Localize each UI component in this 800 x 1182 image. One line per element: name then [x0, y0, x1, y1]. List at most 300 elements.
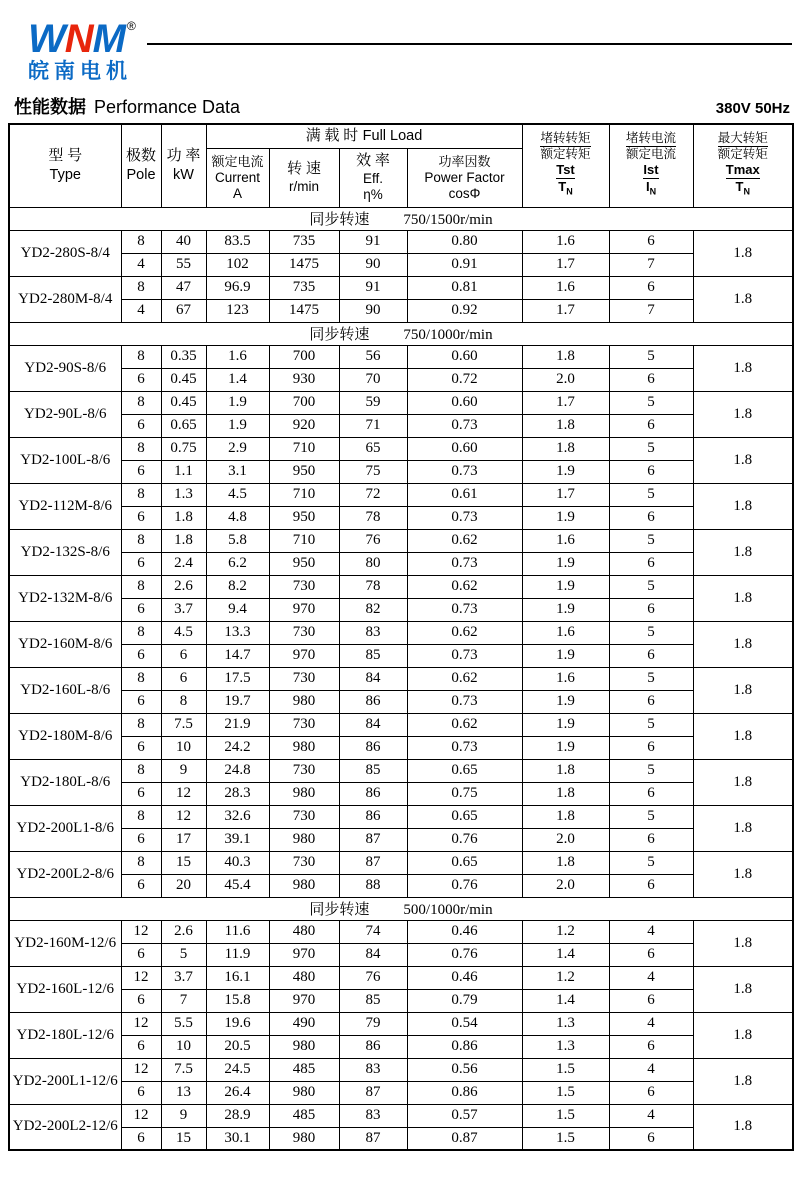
- data-cell: 40.3: [206, 851, 269, 874]
- table-row: [9, 736, 793, 759]
- tmax-cell: 1.8: [693, 529, 793, 575]
- tmax-cell: 1.8: [693, 230, 793, 276]
- data-cell: 71: [339, 414, 407, 437]
- model-name: YD2-280M-8/4: [9, 276, 121, 322]
- data-cell: 12: [121, 1104, 161, 1127]
- data-cell: 730: [269, 805, 339, 828]
- data-cell: 6: [609, 1035, 693, 1058]
- data-cell: 8: [161, 690, 206, 713]
- tmax-cell: 1.8: [693, 391, 793, 437]
- table-row: [9, 759, 793, 782]
- data-cell: 2.9: [206, 437, 269, 460]
- data-cell: 20.5: [206, 1035, 269, 1058]
- data-cell: 72: [339, 483, 407, 506]
- data-cell: 9.4: [206, 598, 269, 621]
- data-cell: 2.6: [161, 920, 206, 943]
- data-cell: 9: [161, 759, 206, 782]
- data-cell: 84: [339, 713, 407, 736]
- data-cell: 1.6: [522, 529, 609, 552]
- data-cell: 24.5: [206, 1058, 269, 1081]
- data-cell: 1.3: [161, 483, 206, 506]
- data-cell: 6: [609, 782, 693, 805]
- data-cell: 1.8: [161, 529, 206, 552]
- data-cell: 5: [161, 943, 206, 966]
- data-cell: 0.46: [407, 966, 522, 989]
- model-name: YD2-160M-8/6: [9, 621, 121, 667]
- section-band: [9, 207, 793, 230]
- data-cell: 6: [121, 736, 161, 759]
- data-cell: 7: [609, 253, 693, 276]
- data-cell: 485: [269, 1058, 339, 1081]
- tmax-cell: 1.8: [693, 1058, 793, 1104]
- data-cell: 710: [269, 529, 339, 552]
- data-cell: 6: [121, 644, 161, 667]
- tmax-cell: 1.8: [693, 575, 793, 621]
- data-cell: 84: [339, 943, 407, 966]
- section-band-label: 同步转速: [309, 902, 370, 918]
- data-cell: 6: [121, 414, 161, 437]
- data-cell: 1.9: [522, 460, 609, 483]
- data-cell: 930: [269, 368, 339, 391]
- data-cell: 9: [161, 1104, 206, 1127]
- tmax-cell: 1.8: [693, 920, 793, 966]
- table-row: [9, 966, 793, 989]
- data-cell: 83: [339, 621, 407, 644]
- data-cell: 24.2: [206, 736, 269, 759]
- data-cell: 0.65: [161, 414, 206, 437]
- data-cell: 1.2: [522, 966, 609, 989]
- model-name: YD2-200L1-12/6: [9, 1058, 121, 1104]
- data-cell: 700: [269, 345, 339, 368]
- data-cell: 4: [609, 920, 693, 943]
- data-cell: 980: [269, 736, 339, 759]
- data-cell: 80: [339, 552, 407, 575]
- company-logo: [28, 6, 135, 84]
- table-row: [9, 943, 793, 966]
- data-cell: 970: [269, 943, 339, 966]
- table-row: [9, 1081, 793, 1104]
- page-header: [0, 0, 800, 84]
- data-cell: 7.5: [161, 1058, 206, 1081]
- data-cell: 13.3: [206, 621, 269, 644]
- data-cell: 3.7: [161, 598, 206, 621]
- table-header: [9, 124, 793, 207]
- data-cell: 980: [269, 1127, 339, 1150]
- data-cell: 1.9: [522, 552, 609, 575]
- data-cell: 6: [121, 690, 161, 713]
- col-header-pole: 极数 Pole: [121, 124, 161, 207]
- table-row: [9, 299, 793, 322]
- data-cell: 1.8: [522, 345, 609, 368]
- data-cell: 2.0: [522, 368, 609, 391]
- data-cell: 6: [609, 644, 693, 667]
- model-name: YD2-160L-12/6: [9, 966, 121, 1012]
- data-cell: 700: [269, 391, 339, 414]
- data-cell: 17.5: [206, 667, 269, 690]
- data-cell: 6: [121, 1081, 161, 1104]
- data-cell: 26.4: [206, 1081, 269, 1104]
- table-row: [9, 391, 793, 414]
- section-band-label: 同步转速: [309, 212, 370, 228]
- data-cell: 0.65: [407, 851, 522, 874]
- data-cell: 102: [206, 253, 269, 276]
- data-cell: 8: [121, 713, 161, 736]
- model-name: YD2-132S-8/6: [9, 529, 121, 575]
- model-name: YD2-180M-8/6: [9, 713, 121, 759]
- data-cell: 1.9: [522, 713, 609, 736]
- col-header-full-load: 满 载 时 Full Load: [206, 124, 522, 148]
- data-cell: 980: [269, 1081, 339, 1104]
- data-cell: 0.62: [407, 667, 522, 690]
- data-cell: 4: [609, 1012, 693, 1035]
- data-cell: 0.72: [407, 368, 522, 391]
- section-band-speed: 750/1500r/min: [403, 212, 493, 228]
- performance-table: [8, 123, 794, 1151]
- data-cell: 8: [121, 230, 161, 253]
- data-cell: 1475: [269, 299, 339, 322]
- data-cell: 1.7: [522, 299, 609, 322]
- data-cell: 91: [339, 276, 407, 299]
- model-name: YD2-180L-8/6: [9, 759, 121, 805]
- data-cell: 1.8: [522, 782, 609, 805]
- model-name: YD2-90S-8/6: [9, 345, 121, 391]
- col-header-power: 功 率 kW: [161, 124, 206, 207]
- data-cell: 78: [339, 575, 407, 598]
- data-cell: 1.9: [522, 644, 609, 667]
- data-cell: 0.45: [161, 391, 206, 414]
- data-cell: 0.73: [407, 414, 522, 437]
- data-cell: 1.9: [206, 414, 269, 437]
- data-cell: 5: [609, 391, 693, 414]
- data-cell: 0.81: [407, 276, 522, 299]
- model-name: YD2-112M-8/6: [9, 483, 121, 529]
- data-cell: 87: [339, 828, 407, 851]
- table-row: [9, 621, 793, 644]
- data-cell: 12: [161, 805, 206, 828]
- data-cell: 87: [339, 1127, 407, 1150]
- data-cell: 950: [269, 552, 339, 575]
- data-cell: 12: [121, 920, 161, 943]
- data-cell: 0.80: [407, 230, 522, 253]
- data-cell: 7: [161, 989, 206, 1012]
- data-cell: 32.6: [206, 805, 269, 828]
- title-row: [0, 84, 800, 123]
- data-cell: 7: [609, 299, 693, 322]
- data-cell: 8: [121, 851, 161, 874]
- data-cell: 0.87: [407, 1127, 522, 1150]
- data-cell: 78: [339, 506, 407, 529]
- data-cell: 76: [339, 529, 407, 552]
- logo-wordmark: WNM ®: [28, 17, 135, 61]
- data-cell: 82: [339, 598, 407, 621]
- data-cell: 86: [339, 782, 407, 805]
- table-row: [9, 713, 793, 736]
- tmax-cell: 1.8: [693, 966, 793, 1012]
- data-cell: 2.6: [161, 575, 206, 598]
- data-cell: 10: [161, 736, 206, 759]
- data-cell: 6: [121, 828, 161, 851]
- data-cell: 1.5: [522, 1081, 609, 1104]
- data-cell: 1.1: [161, 460, 206, 483]
- data-cell: 8: [121, 575, 161, 598]
- data-cell: 86: [339, 805, 407, 828]
- data-cell: 1.9: [206, 391, 269, 414]
- table-row: [9, 414, 793, 437]
- data-cell: 85: [339, 759, 407, 782]
- data-cell: 8.2: [206, 575, 269, 598]
- data-cell: 1.7: [522, 253, 609, 276]
- data-cell: 6: [121, 1127, 161, 1150]
- data-cell: 0.46: [407, 920, 522, 943]
- section-band-speed: 750/1000r/min: [403, 327, 493, 343]
- table-row: [9, 1058, 793, 1081]
- data-cell: 4.5: [161, 621, 206, 644]
- data-cell: 10: [161, 1035, 206, 1058]
- data-cell: 6: [609, 460, 693, 483]
- data-cell: 86: [339, 690, 407, 713]
- table-row: [9, 851, 793, 874]
- data-cell: 730: [269, 667, 339, 690]
- data-cell: 5: [609, 667, 693, 690]
- data-cell: 6: [609, 736, 693, 759]
- data-cell: 91: [339, 230, 407, 253]
- data-cell: 4: [121, 253, 161, 276]
- data-cell: 15: [161, 1127, 206, 1150]
- model-name: YD2-180L-12/6: [9, 1012, 121, 1058]
- tmax-cell: 1.8: [693, 1104, 793, 1150]
- data-cell: 0.65: [407, 759, 522, 782]
- tmax-cell: 1.8: [693, 851, 793, 897]
- data-cell: 1.2: [522, 920, 609, 943]
- data-cell: 45.4: [206, 874, 269, 897]
- table-row: [9, 506, 793, 529]
- data-cell: 5.8: [206, 529, 269, 552]
- data-cell: 67: [161, 299, 206, 322]
- data-cell: 1.6: [522, 230, 609, 253]
- data-cell: 76: [339, 966, 407, 989]
- data-cell: 1.6: [206, 345, 269, 368]
- data-cell: 1.3: [522, 1012, 609, 1035]
- data-cell: 0.76: [407, 874, 522, 897]
- data-cell: 1.6: [522, 621, 609, 644]
- data-cell: 83: [339, 1104, 407, 1127]
- data-cell: 12: [121, 966, 161, 989]
- table-row: [9, 1104, 793, 1127]
- table-row: [9, 529, 793, 552]
- data-cell: 6: [121, 989, 161, 1012]
- data-cell: 1.9: [522, 598, 609, 621]
- data-cell: 4: [609, 966, 693, 989]
- data-cell: 6: [121, 598, 161, 621]
- data-cell: 0.60: [407, 437, 522, 460]
- table-row: [9, 598, 793, 621]
- data-cell: 6: [121, 460, 161, 483]
- tmax-cell: 1.8: [693, 276, 793, 322]
- data-cell: 970: [269, 989, 339, 1012]
- data-cell: 8: [121, 483, 161, 506]
- col-header-current: 额定电流 Current A: [206, 148, 269, 207]
- data-cell: 920: [269, 414, 339, 437]
- data-cell: 87: [339, 851, 407, 874]
- data-cell: 5: [609, 529, 693, 552]
- model-name: YD2-90L-8/6: [9, 391, 121, 437]
- data-cell: 1.8: [522, 851, 609, 874]
- table-row: [9, 828, 793, 851]
- data-cell: 6: [609, 506, 693, 529]
- data-cell: 8: [121, 667, 161, 690]
- data-cell: 19.7: [206, 690, 269, 713]
- col-header-tmax: 最大转矩 额定转矩 Tmax $T_N$: [693, 124, 793, 207]
- data-cell: 83.5: [206, 230, 269, 253]
- table-row: [9, 667, 793, 690]
- model-name: YD2-160L-8/6: [9, 667, 121, 713]
- data-cell: 480: [269, 920, 339, 943]
- tmax-cell: 1.8: [693, 345, 793, 391]
- table-row: [9, 276, 793, 299]
- data-cell: 950: [269, 506, 339, 529]
- section-band-speed: 500/1000r/min: [403, 902, 493, 918]
- section-band-label: 同步转速: [309, 327, 370, 343]
- data-cell: 8: [121, 437, 161, 460]
- data-cell: 730: [269, 575, 339, 598]
- data-cell: 90: [339, 253, 407, 276]
- data-cell: 0.60: [407, 345, 522, 368]
- data-cell: 0.75: [161, 437, 206, 460]
- data-cell: 20: [161, 874, 206, 897]
- data-cell: 4: [609, 1058, 693, 1081]
- data-cell: 86: [339, 1035, 407, 1058]
- data-cell: 7.5: [161, 713, 206, 736]
- table-body: [9, 207, 793, 1150]
- data-cell: 1.8: [161, 506, 206, 529]
- data-cell: 710: [269, 483, 339, 506]
- table-row: [9, 874, 793, 897]
- data-cell: 74: [339, 920, 407, 943]
- data-cell: 6: [609, 276, 693, 299]
- data-cell: 6: [121, 874, 161, 897]
- data-cell: 730: [269, 851, 339, 874]
- data-cell: 0.73: [407, 690, 522, 713]
- data-cell: 2.0: [522, 828, 609, 851]
- data-cell: 485: [269, 1104, 339, 1127]
- data-cell: 6: [609, 989, 693, 1012]
- table-row: [9, 230, 793, 253]
- data-cell: 79: [339, 1012, 407, 1035]
- data-cell: 0.61: [407, 483, 522, 506]
- data-cell: 0.62: [407, 621, 522, 644]
- data-cell: 1.5: [522, 1058, 609, 1081]
- data-cell: 1.5: [522, 1127, 609, 1150]
- data-cell: 1.9: [522, 736, 609, 759]
- data-cell: 6: [609, 1127, 693, 1150]
- data-cell: 8: [121, 805, 161, 828]
- data-cell: 13: [161, 1081, 206, 1104]
- data-cell: 11.9: [206, 943, 269, 966]
- data-cell: 0.92: [407, 299, 522, 322]
- data-cell: 12: [121, 1058, 161, 1081]
- data-cell: 0.91: [407, 253, 522, 276]
- data-cell: 970: [269, 598, 339, 621]
- data-cell: 5: [609, 437, 693, 460]
- table-row: [9, 345, 793, 368]
- model-name: YD2-200L2-8/6: [9, 851, 121, 897]
- data-cell: 1.8: [522, 759, 609, 782]
- data-cell: 4: [609, 1104, 693, 1127]
- data-cell: 90: [339, 299, 407, 322]
- col-header-type: 型 号 Type: [9, 124, 121, 207]
- page-title-zh: 性能数据: [14, 97, 86, 117]
- table-row: [9, 920, 793, 943]
- data-cell: 12: [161, 782, 206, 805]
- data-cell: 5: [609, 345, 693, 368]
- data-cell: 75: [339, 460, 407, 483]
- data-cell: 39.1: [206, 828, 269, 851]
- data-cell: 70: [339, 368, 407, 391]
- data-cell: 47: [161, 276, 206, 299]
- data-cell: 0.76: [407, 828, 522, 851]
- data-cell: 87: [339, 1081, 407, 1104]
- data-cell: 6: [609, 598, 693, 621]
- table-row: [9, 690, 793, 713]
- section-band: [9, 897, 793, 920]
- table-row: [9, 253, 793, 276]
- data-cell: 950: [269, 460, 339, 483]
- data-cell: 1.5: [522, 1104, 609, 1127]
- table-row: [9, 1035, 793, 1058]
- data-cell: 5.5: [161, 1012, 206, 1035]
- data-cell: 980: [269, 874, 339, 897]
- table-row: [9, 1127, 793, 1150]
- data-cell: 1.6: [522, 667, 609, 690]
- data-cell: 6: [609, 552, 693, 575]
- data-cell: 0.76: [407, 943, 522, 966]
- data-cell: 0.57: [407, 1104, 522, 1127]
- table-row: [9, 989, 793, 1012]
- table-row: [9, 782, 793, 805]
- data-cell: 3.1: [206, 460, 269, 483]
- table-row: [9, 575, 793, 598]
- data-cell: 0.86: [407, 1081, 522, 1104]
- data-cell: 970: [269, 644, 339, 667]
- data-cell: 15.8: [206, 989, 269, 1012]
- data-cell: 0.75: [407, 782, 522, 805]
- tmax-cell: 1.8: [693, 437, 793, 483]
- data-cell: 5: [609, 483, 693, 506]
- table-row: [9, 460, 793, 483]
- tmax-cell: 1.8: [693, 759, 793, 805]
- table-row: [9, 1012, 793, 1035]
- data-cell: 1.7: [522, 391, 609, 414]
- data-cell: 4.5: [206, 483, 269, 506]
- data-cell: 0.45: [161, 368, 206, 391]
- table-row: [9, 368, 793, 391]
- data-cell: 6: [609, 368, 693, 391]
- table-row: [9, 552, 793, 575]
- voltage-rating: 380V 50Hz: [715, 100, 790, 117]
- data-cell: 6: [161, 644, 206, 667]
- data-cell: 0.86: [407, 1035, 522, 1058]
- table-row: [9, 437, 793, 460]
- data-cell: 6: [609, 943, 693, 966]
- data-cell: 5: [609, 575, 693, 598]
- data-cell: 83: [339, 1058, 407, 1081]
- data-cell: 0.73: [407, 598, 522, 621]
- data-cell: 0.73: [407, 736, 522, 759]
- data-cell: 8: [121, 276, 161, 299]
- data-cell: 735: [269, 276, 339, 299]
- data-cell: 980: [269, 782, 339, 805]
- data-cell: 65: [339, 437, 407, 460]
